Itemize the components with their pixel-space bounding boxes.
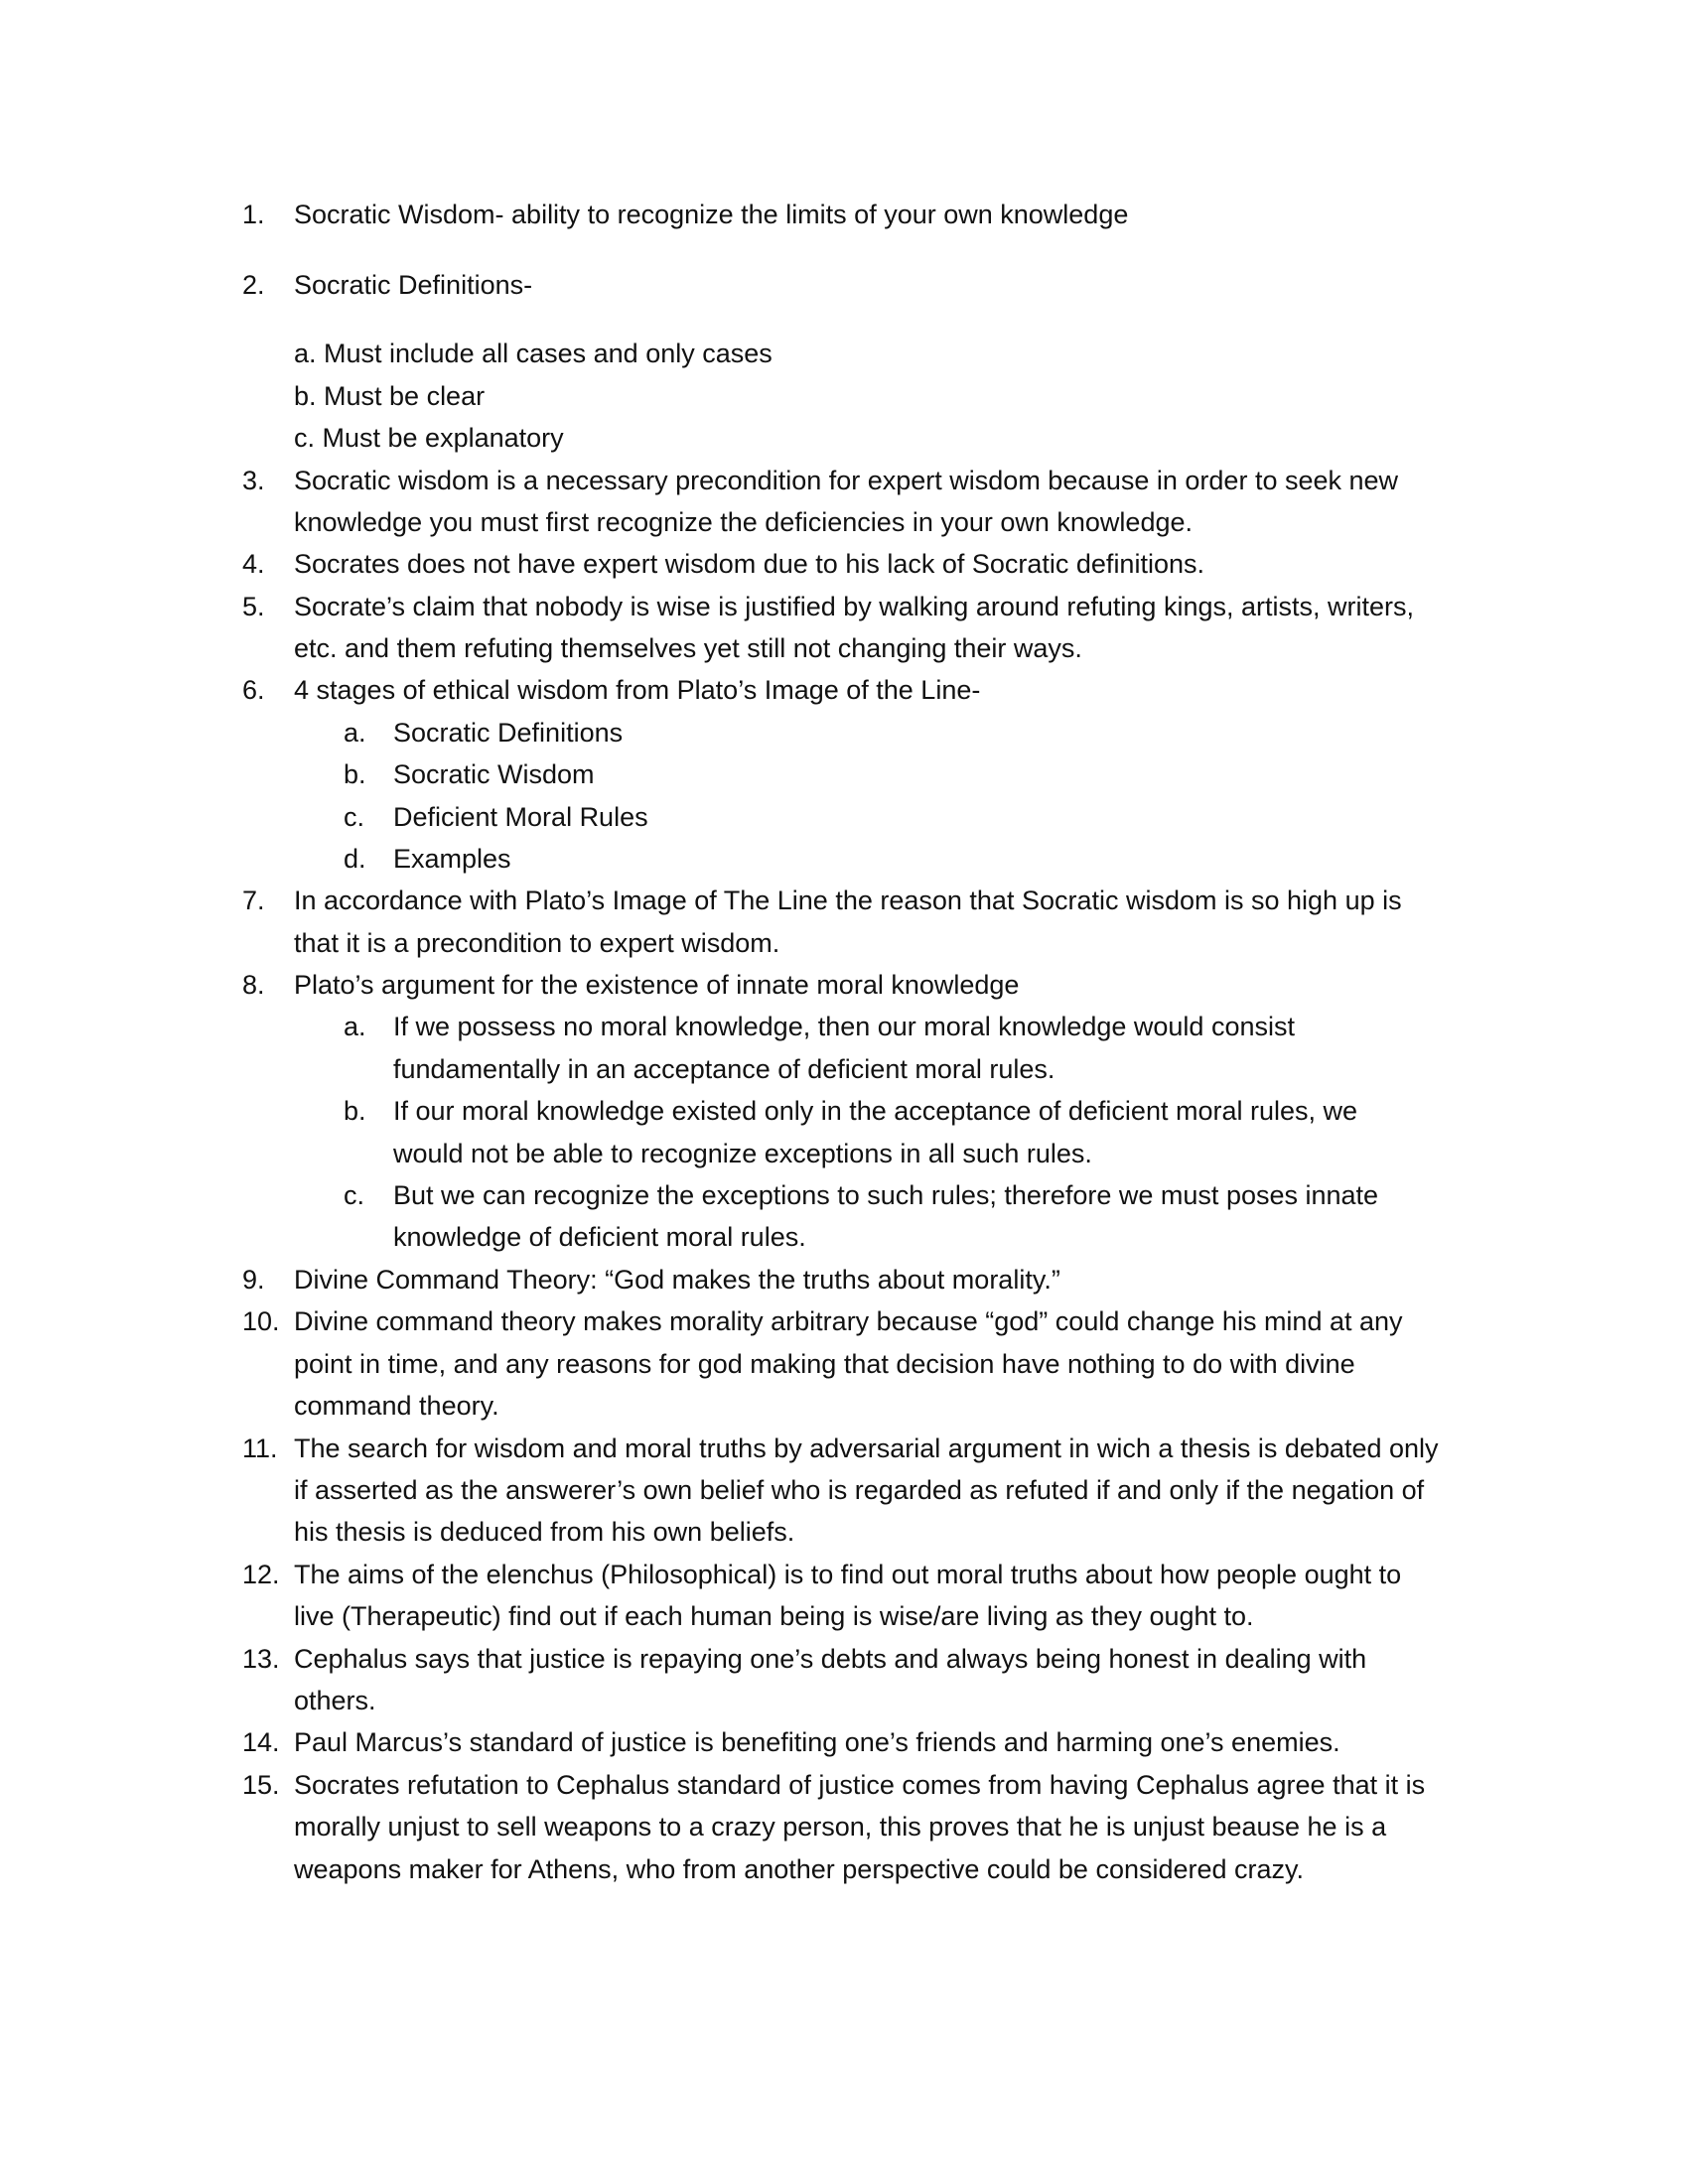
item-14-line-1: Paul Marcus’s standard of justice is benefiting one’s friends and harming one’s enemies. (294, 1727, 1340, 1757)
item-6-sub-c-letter: c. (344, 802, 365, 832)
item-5-line-1: Socrate’s claim that nobody is wise is justified by walking around refuting kings, artists, writers, (294, 592, 1414, 621)
item-10-line-2: point in time, and any reasons for god making that decision have nothing to do with divine (294, 1349, 1355, 1379)
item-7-line-1: In accordance with Plato’s Image of The Line the reason that Socratic wisdom is so high up is (294, 886, 1402, 915)
item-11-line-3: his thesis is deduced from his own beliefs. (294, 1517, 795, 1547)
item-6-sub-d-text: Examples (393, 844, 511, 874)
item-3-number: 3. (242, 466, 265, 495)
item-3-line-1: Socratic wisdom is a necessary precondition for expert wisdom because in order to seek new (294, 466, 1399, 495)
item-9-number: 9. (242, 1265, 265, 1295)
item-15-number: 15. (242, 1770, 280, 1800)
item-1-number: 1. (242, 200, 265, 229)
item-13-line-1: Cephalus says that justice is repaying one’s debts and always being honest in dealing with (294, 1644, 1367, 1674)
item-7-number: 7. (242, 886, 265, 915)
item-8-sub-a-line-2: fundamentally in an acceptance of deficient moral rules. (393, 1054, 1055, 1084)
item-13-number: 13. (242, 1644, 280, 1674)
item-8-sub-c-line-2: knowledge of deficient moral rules. (393, 1222, 806, 1252)
item-13-line-2: others. (294, 1686, 376, 1715)
item-8-sub-c-line-1: But we can recognize the exceptions to such rules; therefore we must poses innate (393, 1180, 1379, 1210)
item-6-sub-a-letter: a. (344, 718, 366, 748)
item-6-sub-d-letter: d. (344, 844, 366, 874)
item-7-line-2: that it is a precondition to expert wisdom. (294, 928, 780, 958)
item-15-line-3: weapons maker for Athens, who from another perspective could be considered crazy. (294, 1854, 1305, 1884)
item-8-sub-b-letter: b. (344, 1096, 366, 1126)
item-2-sub-a: a. Must include all cases and only cases (294, 339, 773, 368)
item-11-line-1: The search for wisdom and moral truths by adversarial argument in wich a thesis is debated only (294, 1433, 1439, 1463)
item-6-sub-b-letter: b. (344, 759, 366, 789)
item-8-sub-b-line-1: If our moral knowledge existed only in the acceptance of deficient moral rules, we (393, 1096, 1358, 1126)
item-12-line-1: The aims of the elenchus (Philosophical) is to find out moral truths about how people ought to (294, 1560, 1402, 1589)
item-6-sub-a-text: Socratic Definitions (393, 718, 624, 748)
item-12-line-2: live (Therapeutic) find out if each human being is wise/are living as they ought to. (294, 1601, 1254, 1631)
item-10-line-1: Divine command theory makes morality arbitrary because “god” could change his mind at any (294, 1306, 1403, 1336)
item-6-sub-c-text: Deficient Moral Rules (393, 802, 648, 832)
item-12-number: 12. (242, 1560, 280, 1589)
item-8-sub-c-letter: c. (344, 1180, 365, 1210)
item-10-line-3: command theory. (294, 1391, 499, 1421)
item-15-line-1: Socrates refutation to Cephalus standard of justice comes from having Cephalus agree that it is (294, 1770, 1426, 1800)
item-14-number: 14. (242, 1727, 280, 1757)
item-6-sub-b-text: Socratic Wisdom (393, 759, 595, 789)
item-9-line-1: Divine Command Theory: “God makes the truths about morality.” (294, 1265, 1060, 1295)
item-8-number: 8. (242, 970, 265, 1000)
item-2-sub-c: c. Must be explanatory (294, 423, 564, 453)
item-8-sub-a-letter: a. (344, 1012, 366, 1041)
item-8-line-1: Plato’s argument for the existence of innate moral knowledge (294, 970, 1020, 1000)
item-2-line-1: Socratic Definitions- (294, 270, 533, 300)
item-3-line-2: knowledge you must first recognize the deficiencies in your own knowledge. (294, 507, 1193, 537)
item-5-line-2: etc. and them refuting themselves yet still not changing their ways. (294, 633, 1082, 663)
item-4-line-1: Socrates does not have expert wisdom due to his lack of Socratic definitions. (294, 549, 1204, 579)
item-5-number: 5. (242, 592, 265, 621)
item-6-number: 6. (242, 675, 265, 705)
item-10-number: 10. (242, 1306, 280, 1336)
item-11-line-2: if asserted as the answerer’s own belief who is regarded as refuted if and only if the negation of (294, 1475, 1425, 1505)
item-4-number: 4. (242, 549, 265, 579)
item-2-sub-b: b. Must be clear (294, 381, 486, 411)
item-6-line-1: 4 stages of ethical wisdom from Plato’s Image of the Line- (294, 675, 981, 705)
item-1-line-1: Socratic Wisdom- ability to recognize the limits of your own knowledge (294, 200, 1129, 229)
item-8-sub-a-line-1: If we possess no moral knowledge, then our moral knowledge would consist (393, 1012, 1295, 1041)
item-11-number: 11. (242, 1433, 278, 1463)
item-2-number: 2. (242, 270, 265, 300)
item-15-line-2: morally unjust to sell weapons to a crazy person, this proves that he is unjust beause he is a (294, 1812, 1387, 1842)
item-8-sub-b-line-2: would not be able to recognize exceptions in all such rules. (393, 1139, 1092, 1168)
